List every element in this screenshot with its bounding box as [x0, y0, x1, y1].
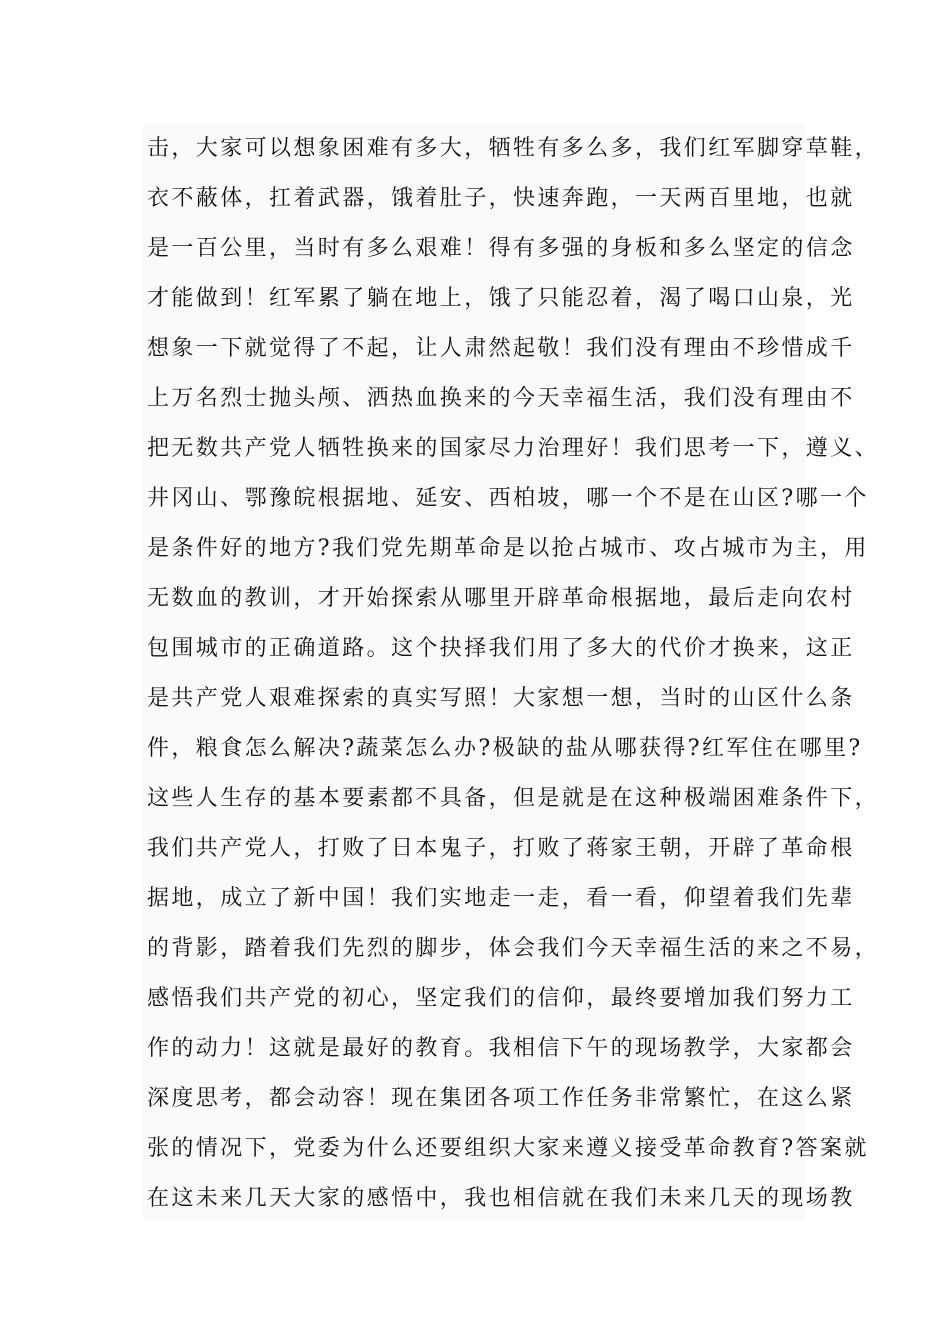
text-line-5: 想象一下就觉得了不起，让人肃然起敬！我们没有理由不珍惜成千: [147, 336, 855, 361]
text-line-17: 的背影，踏着我们先烈的脚步，体会我们今天幸福生活的来之不易，: [147, 936, 880, 961]
text-line-12: 是共产党人艰难探索的真实写照！大家想一想，当时的山区什么条: [147, 686, 855, 711]
text-line-22: 在这未来几天大家的感悟中，我也相信就在我们未来几天的现场教: [147, 1186, 855, 1211]
text-line-4: 才能做到！红军累了躺在地上，饿了只能忍着，渴了喝口山泉，光: [147, 286, 855, 311]
text-line-16: 据地，成立了新中国！我们实地走一走，看一看，仰望着我们先辈: [147, 886, 855, 911]
text-line-6: 上万名烈士抛头颅、洒热血换来的今天幸福生活，我们没有理由不: [147, 386, 855, 411]
text-line-3: 是一百公里，当时有多么艰难！得有多强的身板和多么坚定的信念: [147, 236, 855, 261]
text-line-13: 件，粮食怎么解决?蔬菜怎么办?极缺的盐从哪获得?红军住在哪里?: [147, 736, 863, 761]
text-line-2: 衣不蔽体，扛着武器，饿着肚子，快速奔跑，一天两百里地，也就: [147, 186, 855, 211]
text-line-21: 张的情况下，党委为什么还要组织大家来遵义接受革命教育?答案就: [147, 1136, 869, 1161]
text-line-19: 作的动力！这就是最好的教育。我相信下午的现场教学，大家都会: [147, 1036, 855, 1061]
text-line-20: 深度思考，都会动容！现在集团各项工作任务非常繁忙，在这么紧: [147, 1086, 855, 1111]
text-line-7: 把无数共产党人牺牲换来的国家尽力治理好！我们思考一下，遵义、: [147, 436, 880, 461]
text-line-8: 井冈山、鄂豫皖根据地、延安、西柏坡，哪一个不是在山区?哪一个: [147, 486, 869, 511]
text-line-1: 击，大家可以想象困难有多大，牺牲有多么多，我们红军脚穿草鞋，: [147, 136, 880, 161]
text-line-15: 我们共产党人，打败了日本鬼子，打败了蒋家王朝，开辟了革命根: [147, 836, 855, 861]
text-line-9: 是条件好的地方?我们党先期革命是以抢占城市、攻占城市为主，用: [147, 536, 869, 561]
body-text-block: [143, 124, 880, 1220]
text-line-14: 这些人生存的基本要素都不具备，但是就是在这种极端困难条件下，: [147, 786, 880, 811]
text-line-10: 无数血的教训，才开始探索从哪里开辟革命根据地，最后走向农村: [147, 586, 855, 611]
text-line-11: 包围城市的正确道路。这个抉择我们用了多大的代价才换来，这正: [147, 636, 855, 661]
text-line-18: 感悟我们共产党的初心，坚定我们的信仰，最终要增加我们努力工: [147, 986, 855, 1011]
